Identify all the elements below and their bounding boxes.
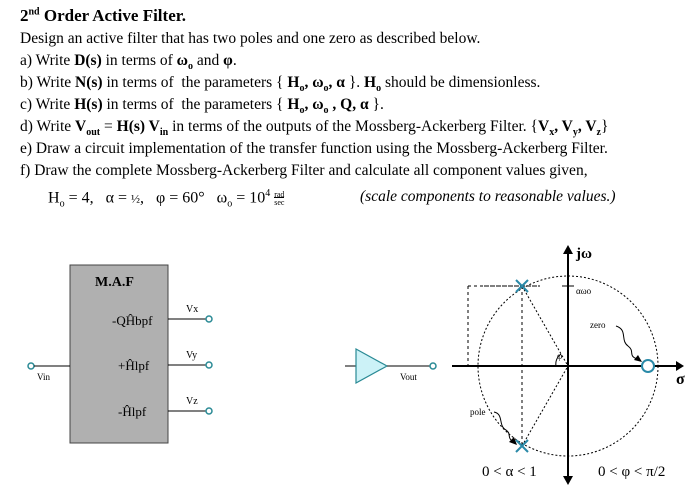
scale-note: (scale components to reasonable values.): [360, 188, 616, 205]
label-sigma: σ: [676, 371, 685, 388]
imag-axis-arrow-down: [563, 476, 573, 485]
terminal-vx: [206, 316, 212, 322]
intro-text: Design an active filter that has two poles and one zero as described below.: [20, 30, 481, 47]
zero-pointer-head: [634, 355, 642, 362]
maf-out-lpf-pos: +Ĥlpf: [118, 358, 150, 373]
label-vout: Vout: [400, 372, 417, 382]
phi-range: 0 < φ < π/2: [598, 464, 666, 480]
item-a: a) Write D(s) in terms of $\omega_o$ and φ.: [20, 52, 237, 73]
terminal-vz: [206, 408, 212, 414]
zero-pointer: [616, 326, 640, 360]
real-axis-arrow: [676, 361, 684, 371]
label-zero: zero: [590, 320, 606, 330]
label-vin: Vin: [37, 372, 50, 382]
buffer-triangle: [356, 349, 387, 383]
label-vz: Vz: [186, 396, 198, 407]
maf-out-bpf: -QĤbpf: [112, 313, 153, 328]
item-c: c) Write H(s) in terms of the parameters { $H_o$, $\omega_o$ , Q, α }.: [20, 96, 384, 117]
given-params: $H_o = 4$, α = ½, φ = 60° $\omega_o = 10^4$ rad sec: [48, 188, 285, 210]
page-title: 2nd Order Active Filter.: [20, 6, 186, 25]
dash-radial-bottom: [522, 366, 568, 446]
zero-marker: [642, 360, 654, 372]
label-awo: αωo: [576, 286, 592, 296]
terminal-vout: [430, 363, 436, 369]
label-phi: φ: [557, 351, 563, 361]
maf-label: M.A.F: [95, 275, 134, 290]
terminal-vy: [206, 362, 212, 368]
item-b: b) Write N(s) in terms of the parameters { $H_o$, $\omega_o$, α }. $H_o$ should be dimensionless.: [20, 74, 541, 95]
item-d: d) Write $V_{out} = H(s)$ $V_{in}$ in terms of the outputs of the Mossberg-Ackerberg Filter. {$V_x$, $V_y$, $V_z$}: [20, 118, 609, 139]
pole-pointer: [494, 412, 514, 442]
alpha-range: 0 < α < 1: [482, 464, 537, 480]
terminal-vin: [28, 363, 34, 369]
imag-axis-arrow-up: [563, 245, 573, 254]
item-f: f) Draw the complete Mossberg-Ackerberg Filter and calculate all component values given,: [20, 162, 588, 179]
label-pole: pole: [470, 407, 486, 417]
maf-out-lpf-neg: -Ĥlpf: [118, 404, 147, 419]
label-vy: Vy: [186, 350, 198, 361]
item-e: e) Draw a circuit implementation of the transfer function using the Mossberg-Ackerberg Filter.: [20, 140, 608, 157]
label-jw: jω: [576, 246, 592, 262]
label-vx: Vx: [186, 304, 199, 315]
